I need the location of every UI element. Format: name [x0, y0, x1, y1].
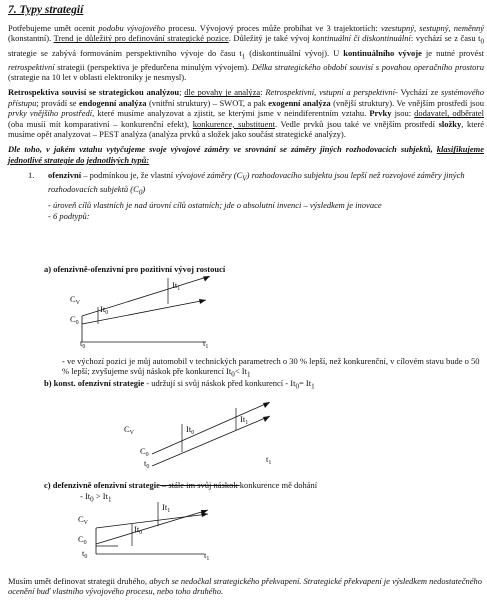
fig-a-it1: $It_1$ — [172, 280, 181, 292]
fig-b-t1: $t_1$ — [266, 454, 272, 466]
fig-a-it0: $It_0$ — [100, 304, 109, 316]
fig-a-t0: $t_0$ — [80, 338, 86, 348]
paragraph-retrospective: Retrospektiva souvisí se strategickou analýzou; dle povahy je analýza: Retrospektivní, vstupní a perspektivní- Vychází ze systémového přístupu; provádí se endogenní analýza (vnitřní struktury) – SWOT, a pak exogenní analýza (vnější struktury). Ve vnějším prostředí jsou prvky vnějšího prostředí, které musíme analyzovat a zjistit, se kterými jsme v neindiferentním vztahu. Prvky jsou: dodavatel, odběratel (oba musíí mít komparativní – konkurenční efekt), konkurence, substituent. Vedle prvků jsou také ve vnějším prostředí složky, které musíme opět analyzovat – PEST analýza (analýza prvků a složek jako součást strategické analýzy). — [8, 87, 484, 140]
offensive-subnote-1: - úroveň cílů vlastních je nad úrovní cílů ostatních; jde o absolutní invenci – výsledkem je inovace — [48, 200, 382, 211]
list-item-offensive: 1. ofenzivní – podmínkou je, že vlastní vývojové záměry $(C_V)$ rozhodovacího subjektu jsou lepší než rozvojové záměry jiných rozhodovacích subjektů $(C_0)$ — [28, 170, 465, 198]
document-page — [8, 0, 485, 274]
fig-a-t1: $t_1$ — [203, 338, 209, 348]
figure-a — [60, 276, 240, 348]
fig-b-it1: $It_1$ — [240, 414, 249, 426]
subtype-c-label: c) defenzivně ofenzivní strategie – stále im svůj náskok konkurence mě dohání — [44, 480, 318, 490]
subtype-b-label: b) konst. ofenzivní strategie - udržují si svůj náskok před konkurencí - $It_0= It_1$ — [44, 378, 315, 391]
offensive-subnote-2: - 6 podtypů: — [48, 210, 90, 221]
fig-c-cv: $C_V$ — [78, 514, 89, 526]
fig-a-c0: $C_0$ — [70, 314, 79, 326]
subtype-a-note: - ve výchozí pozici je můj automobil v technických parametrech o 30 % lepší, než konkurenční, v cílovém stavu bude o 50 % lepší; zvyšujeme svůj náskok pře konkurencí $It_0< It_1$ — [62, 356, 480, 380]
figure-c-svg — [78, 502, 228, 562]
figure-b — [124, 402, 284, 474]
strategy-list — [28, 170, 484, 221]
figure-c — [78, 502, 228, 562]
fig-b-it0: $It_0$ — [186, 424, 195, 436]
fig-c-it0: $It_0$ — [134, 524, 143, 536]
fig-b-cv: $C_V$ — [124, 424, 135, 436]
figure-b-svg — [124, 402, 284, 474]
fig-b-t0: $t_0$ — [144, 458, 150, 470]
fig-c-it1: $It_1$ — [162, 502, 171, 514]
paragraph-trajectories: Potřebujeme umět ocenit podobu vývojového procesu. Vývojový proces může probíhat ve 3 trajektoriích: vzestupný, sestupný, neměnný (konstantní). Trend je důležitý pro definování strategické pozice. Důležitý je také vývoj kontinuální či diskontinuální: vychází se z času $t_0$ strategie se zabývá formováním perspektivního vývoje do času $t_1$ (diskontinuální vývoj). U kontinuálního vývoje je nutné provést retrospektivní strategii (perspektiva je předurčena minulým vývojem). Délka strategického období souvisí s povahou operačního prostoru (strategie na 10 let v oblasti elektroniky je nesmysl). — [8, 23, 485, 82]
subtype-a-label: a) ofenzivně-ofenzivní pro pozitivní vývoj rostoucí — [44, 264, 226, 274]
subtype-c-line2: - $It_0 > It_1$ — [80, 491, 112, 504]
fig-c-c0: $C_0$ — [78, 534, 87, 546]
fig-b-c0: $C_0$ — [140, 446, 149, 458]
paragraph-classification: Dle toho, v jakém vztahu vytyčujeme svoje vývojové záměry ve srovnání se záměry jiných rozhodovacích subjektů, klasifikujeme jednotlivé strategie do jednotlivých typů: — [8, 144, 484, 165]
fig-c-t1: $t_1$ — [204, 550, 210, 562]
paragraph-strategic-surprise: Musím umět definovat strategii druhého, abych se nedočkal strategického překvapení. Strategické překvapení je výsledkem nedostatečného ocenění buď vlastního vývojového procesu, nebo toho druhého. — [8, 576, 482, 597]
section-title: 7. Typy strategií — [8, 4, 84, 16]
fig-c-t0: $t_0$ — [82, 548, 88, 560]
fig-a-cv: $C_V$ — [70, 294, 81, 306]
figure-a-svg — [60, 276, 240, 348]
